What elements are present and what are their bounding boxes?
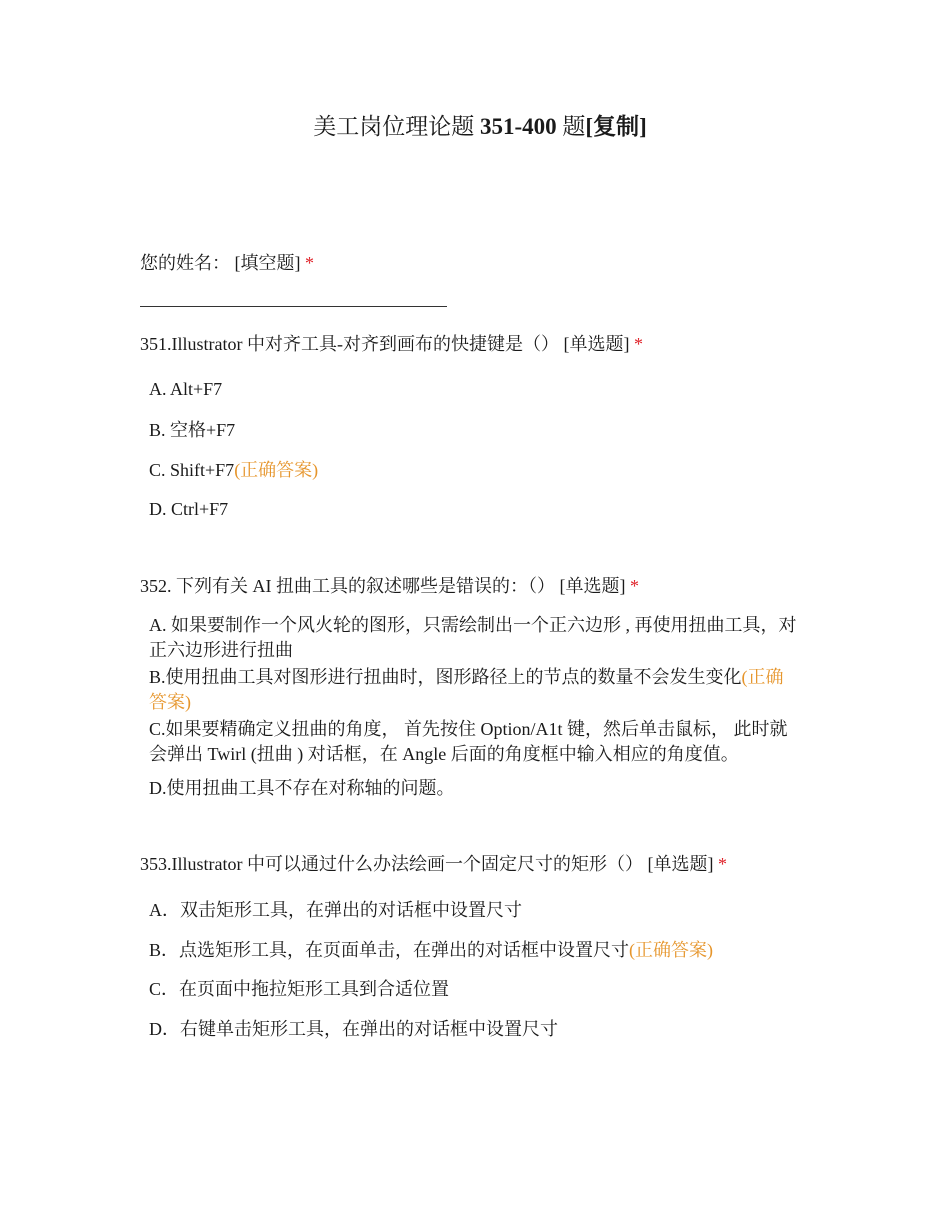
question-353 [140,852,820,876]
correct-answer-label: (正确答案) [629,940,714,960]
option-text: C．在页面中拖拉矩形工具到合适位置 [149,979,450,999]
option-text: A. Alt+F7 [149,379,223,399]
required-mark: * [630,576,639,596]
option-a[interactable] [149,898,799,923]
option-c[interactable] [149,458,799,483]
option-text: B．点选矩形工具，在页面单击，在弹出的对话框中设置尺寸 [149,940,630,960]
required-mark: * [633,334,643,354]
title-range: 351-400 [480,114,557,139]
question-text: 351.Illustrator 中对齐工具-对齐到画布的快捷键是（） [140,334,559,354]
page-title [0,111,950,143]
option-d[interactable] [149,497,799,522]
title-suffix: 题 [556,114,586,139]
option-text: B.使用扭曲工具对图形进行扭曲时，图形路径上的节点的数量不会发生变化 [149,667,742,687]
correct-answer-label: (正确答案) [149,667,784,712]
question-352 [140,574,820,598]
question-type-tag: [单选题] [559,576,626,596]
option-text: B. 空格+F7 [149,420,236,440]
option-text: A. 如果要制作一个风火轮的图形，只需绘制出一个正六边形 , 再使用扭曲工具，对正六边形进行扭曲 [149,615,797,660]
title-copy-tag: [复制] [585,114,647,139]
title-text: 美工岗位理论题 [313,114,480,139]
required-mark: * [717,854,727,874]
option-a[interactable] [149,377,799,402]
option-a[interactable] [149,613,799,663]
question-text: 353.Illustrator 中可以通过什么办法绘画一个固定尺寸的矩形（） [140,854,643,874]
option-text: C.如果要精确定义扭曲的角度， 首先按住 Option/A1t 键，然后单击鼠标， 此时就会弹出 Twirl (扭曲 ) 对话框，在 Angle 后面的角度框中输入相应的角度值。 [149,719,788,764]
option-c[interactable] [149,717,799,767]
option-text: A．双击矩形工具，在弹出的对话框中设置尺寸 [149,900,522,920]
option-c[interactable] [149,977,799,1002]
question-text: 352. 下列有关 AI 扭曲工具的叙述哪些是错误的：（） [140,576,555,596]
option-text: D．右键单击矩形工具，在弹出的对话框中设置尺寸 [149,1019,558,1039]
option-text: D. Ctrl+F7 [149,499,229,519]
option-text: D.使用扭曲工具不存在对称轴的问题。 [149,778,455,798]
question-text: 您的姓名： [140,253,230,273]
required-mark: * [305,253,314,273]
option-d[interactable] [149,776,799,801]
question-type-tag: [单选题] [563,334,630,354]
name-answer-line[interactable] [140,306,447,307]
question-type-tag: [填空题] [234,253,301,273]
option-d[interactable] [149,1017,799,1042]
option-b[interactable] [149,418,799,443]
question-type-tag: [单选题] [647,854,714,874]
question-351 [140,332,820,356]
option-b[interactable] [149,665,799,715]
name-question [140,251,820,275]
correct-answer-label: (正确答案) [234,460,319,480]
option-b[interactable] [149,938,799,963]
option-text: C. Shift+F7 [149,460,235,480]
